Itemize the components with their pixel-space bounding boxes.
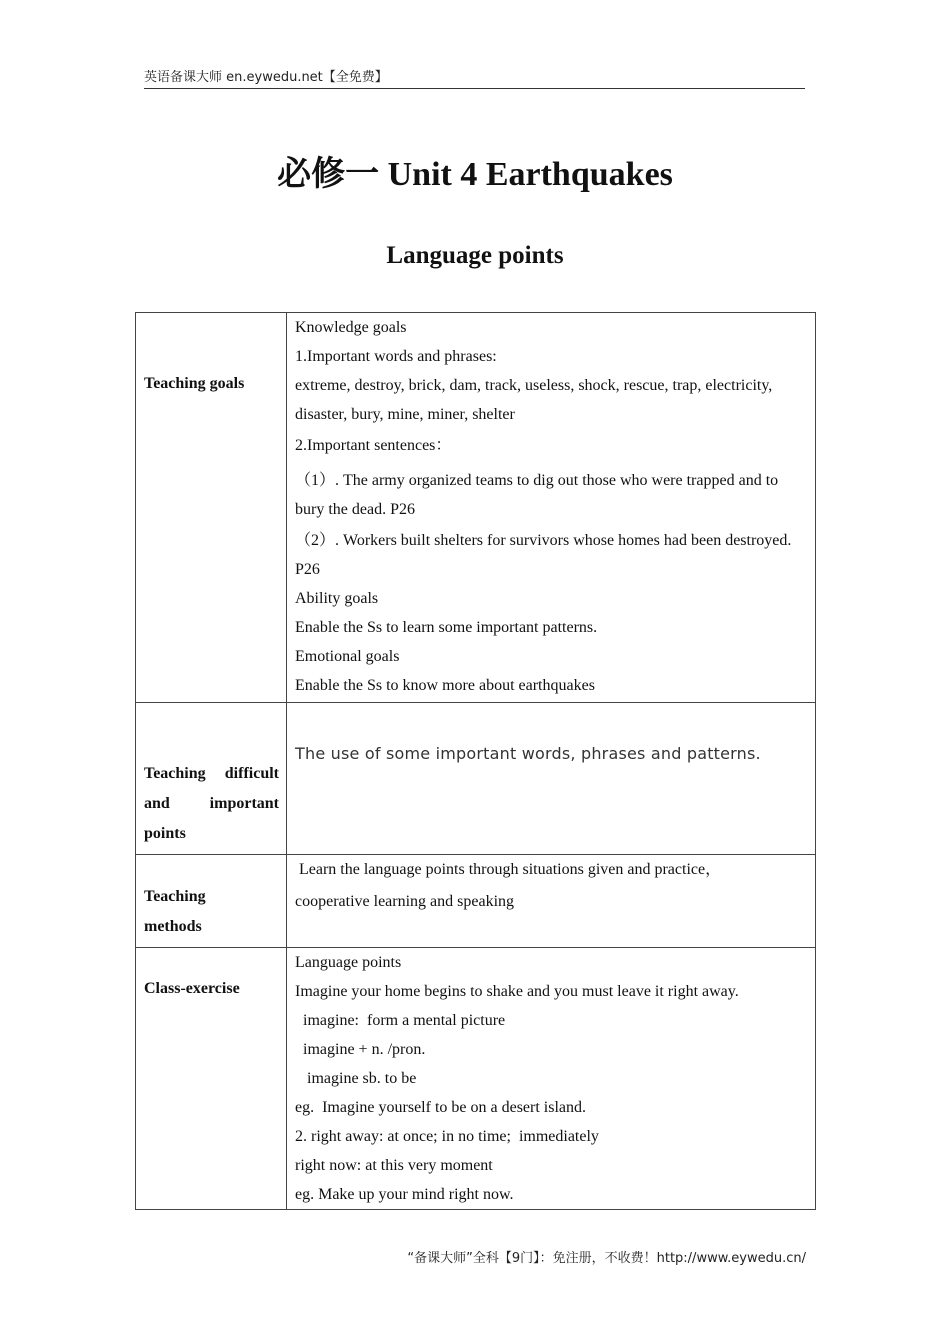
- row-content: [287, 855, 816, 948]
- footer-text: “备课大师”全科【9门】：免注册，不收费！http://www.eywedu.cn/: [407, 1251, 806, 1266]
- content-line: cooperative learning and speaking: [295, 893, 515, 910]
- row-label: [136, 313, 287, 703]
- content-line: （1）. The army organized teams to dig out those who were trapped and to: [295, 472, 779, 489]
- document-subtitle: Language points: [386, 242, 564, 269]
- content-line: disaster, bury, mine, miner, shelter: [295, 406, 515, 423]
- content-line: Enable the Ss to learn some important patterns.: [295, 619, 598, 636]
- row-label: [136, 703, 287, 855]
- content-line: Learn the language points through situations given and practice，: [295, 861, 722, 878]
- row-label: [136, 948, 287, 1210]
- document-title: 必修一 Unit 4 Earthquakes: [277, 156, 673, 193]
- page-footer: [407, 1247, 806, 1266]
- row-label: [136, 855, 287, 948]
- table-row-class-exercise: [136, 948, 816, 1210]
- label-line: points: [144, 825, 186, 842]
- content-line: right now: at this very moment: [295, 1157, 493, 1174]
- label-text: Teaching goals: [144, 375, 245, 392]
- content-line: Emotional goals: [295, 648, 400, 665]
- table-row-teaching-goals: [136, 313, 816, 703]
- content-line: （2）. Workers built shelters for survivors whose homes had been destroyed.: [295, 532, 792, 549]
- row-content: [287, 703, 816, 855]
- content-text-image: The use of some important words, phrases and patterns.: [295, 744, 761, 763]
- content-line: 2.Important sentences：: [295, 437, 452, 454]
- content-line: imagine: form a mental picture: [295, 1012, 506, 1029]
- content-line: P26: [295, 561, 320, 578]
- label-line: and important: [144, 795, 279, 812]
- header-text: 英语备课大师 en.eywedu.net【全免费】: [144, 70, 388, 85]
- content-line: 2. right away: at once; in no time; immediately: [295, 1128, 599, 1145]
- lesson-plan-table: [135, 312, 816, 1210]
- content-line: eg. Imagine yourself to be on a desert island.: [295, 1099, 587, 1116]
- content-line: bury the dead. P26: [295, 501, 415, 518]
- label-text: Class-exercise: [144, 980, 240, 997]
- table-row-teaching-methods: [136, 855, 816, 948]
- content-line: Language points: [295, 954, 402, 971]
- label-line: Teaching difficult: [144, 765, 279, 782]
- content-line: extreme, destroy, brick, dam, track, useless, shock, rescue, trap, electricity,: [295, 377, 773, 394]
- page-header: [144, 66, 805, 89]
- content-line: imagine + n. /pron.: [295, 1041, 426, 1058]
- row-content: [287, 948, 816, 1210]
- content-line: Enable the Ss to know more about earthquakes: [295, 677, 595, 694]
- content-line: Knowledge goals: [295, 319, 407, 336]
- content-line: Ability goals: [295, 590, 379, 607]
- label-line: methods: [144, 918, 202, 935]
- content-line: imagine sb. to be: [295, 1070, 417, 1087]
- table-row-difficult-points: [136, 703, 816, 855]
- row-content: [287, 313, 816, 703]
- content-line: 1.Important words and phrases:: [295, 348, 497, 365]
- label-line: Teaching: [144, 888, 206, 905]
- content-line: Imagine your home begins to shake and you must leave it right away.: [295, 983, 739, 1000]
- content-line: eg. Make up your mind right now.: [295, 1186, 514, 1203]
